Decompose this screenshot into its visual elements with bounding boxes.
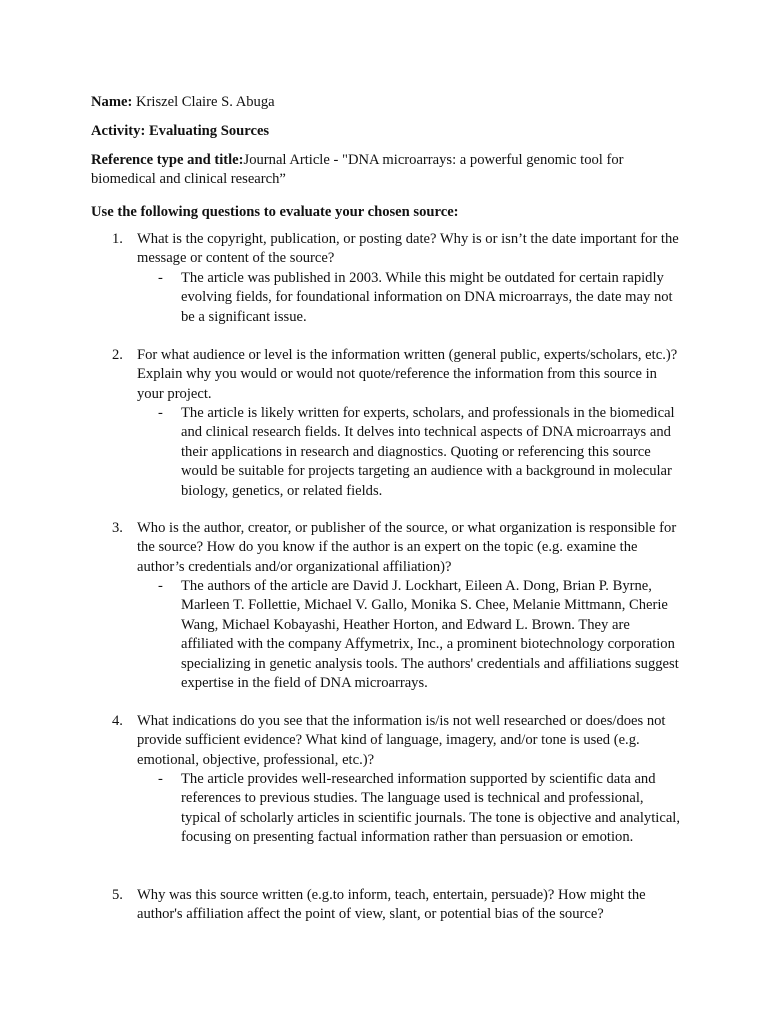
activity-title: Activity: Evaluating Sources — [91, 123, 270, 139]
reference-line — [91, 151, 681, 190]
name-line — [91, 93, 275, 112]
answer-text: The article is likely written for experts, scholars, and professionals in the biomedical and clinical research fields. It delves into technical aspects of DNA microarrays and their applications in research and diagnostics. Quoting or referencing this source would be suitable for projects targeting an audience with a background in molecular biology, genetics, or related fields. — [181, 405, 675, 499]
question-number: 1. — [112, 231, 123, 247]
name-label: Name: — [91, 94, 133, 110]
question-number: 5. — [112, 887, 123, 903]
reference-value: Journal Article - "DNA microarrays: a powerful genomic tool for biomedical and clinical research” — [91, 152, 624, 188]
answer-text: The article was published in 2003. While this might be outdated for certain rapidly evolving fields, for foundational information on DNA microarrays, the date may not be a significant issue. — [181, 270, 673, 325]
answer-bullet: - — [158, 405, 163, 421]
answer-bullet: - — [158, 771, 163, 787]
question-number: 4. — [112, 713, 123, 729]
question-text: Who is the author, creator, or publisher of the source, or what organization is responsible for the source? How do you know if the author is an expert on the topic (e.g. examine the author’s credentials and/or organizational affiliation)? — [137, 520, 677, 575]
name-value: Kriszel Claire S. Abuga — [136, 94, 275, 110]
question-text: What is the copyright, publication, or posting date? Why is or isn’t the date important for the message or content of the source? — [137, 231, 679, 267]
question-number: 3. — [112, 520, 123, 536]
question-text: For what audience or level is the information written (general public, experts/scholars, etc.)? Explain why you would or would not quote/reference the information from this source in your project. — [137, 347, 678, 402]
instructions: Use the following questions to evaluate your chosen source: — [91, 204, 459, 220]
answer-bullet: - — [158, 270, 163, 286]
question-number: 2. — [112, 347, 123, 363]
answer-text: The authors of the article are David J. Lockhart, Eileen A. Dong, Brian P. Byrne, Marleen T. Follettie, Michael V. Gallo, Monika S. Chee, Melanie Mittmann, Cherie Wang, Michael Kobayashi, Heather Horton, and Edward L. Brown. They are affiliated with the company Affymetrix, Inc., a prominent biotechnology corporation specializing in genetic analysis tools. The authors' credentials and affiliations suggest expertise in the field of DNA microarrays. — [181, 578, 679, 692]
answer-text: The article provides well-researched information supported by scientific data and references to previous studies. The language used is technical and professional, typical of scholarly articles in scientific journals. The tone is objective and analytical, focusing on presenting factual information rather than persuasion or emotion. — [181, 771, 680, 846]
answer-bullet: - — [158, 578, 163, 594]
question-text: What indications do you see that the information is/is not well researched or does/does not provide sufficient evidence? What kind of language, imagery, and/or tone is used (e.g. emotional, objective, professional, etc.)? — [137, 713, 666, 768]
reference-label: Reference type and title: — [91, 152, 244, 168]
question-text: Why was this source written (e.g.to inform, teach, entertain, persuade)? How might the author's affiliation affect the point of view, slant, or potential bias of the source? — [137, 887, 646, 923]
